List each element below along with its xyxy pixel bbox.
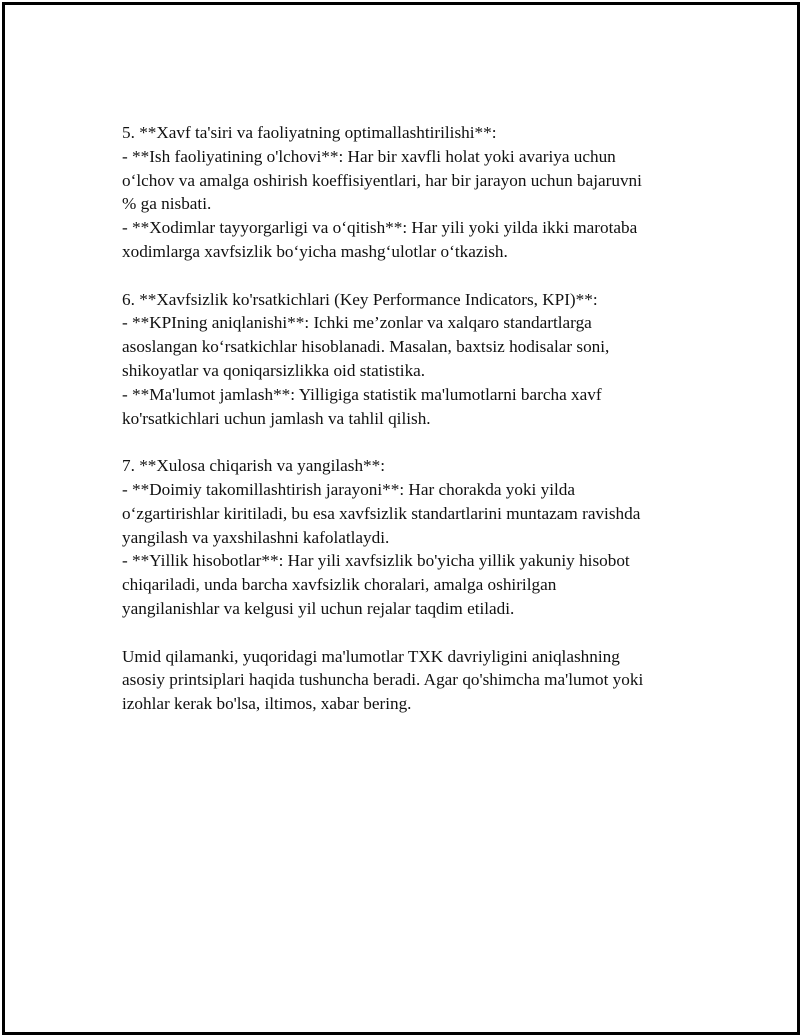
text-line: izohlar kerak bo'lsa, iltimos, xabar bering. [122,694,412,714]
page-frame [2,2,800,1035]
text-line: yangilanishlar va kelgusi yil uchun rejalar taqdim etiladi. [122,598,515,618]
bullet-line: - **Doimiy takomillashtirish jarayoni**: Har chorakda yoki yilda [122,479,575,499]
text-line: asoslangan ko‘rsatkichlar hisoblanadi. Masalan, baxtsiz hodisalar soni, [122,337,610,357]
text-line: shikoyatlar va qoniqarsizlikka oid statistika. [122,360,426,380]
text-line: ko'rsatkichlari uchun jamlash va tahlil qilish. [122,408,431,428]
text-line: xodimlarga xavfsizlik bo‘yicha mashg‘ulotlar o‘tkazish. [122,241,508,261]
section-5-risk-impact [122,121,692,264]
text-line: chiqariladi, unda barcha xavfsizlik choralari, amalga oshirilgan [122,575,557,595]
section-7-conclusion [122,454,692,621]
section-heading: 5. **Xavf ta'siri va faoliyatning optimallashtirilishi**: [122,123,497,142]
bullet-line: - **Yillik hisobotlar**: Har yili xavfsizlik bo'yicha yillik yakuniy hisobot [122,551,630,571]
section-heading: 6. **Xavfsizlik ko'rsatkichlari (Key Performance Indicators, KPI)**: [122,289,598,309]
text-line: Umid qilamanki, yuqoridagi ma'lumotlar TXK davriyligini aniqlashning [122,646,620,666]
text-line: % ga nisbati. [122,194,212,214]
section-heading: 7. **Xulosa chiqarish va yangilash**: [122,456,386,476]
text-line: yangilash va yaxshilashni kafolatlaydi. [122,527,390,547]
text-line: o‘zgartirishlar kiritiladi, bu esa xavfsizlik standartlarini muntazam ravishda [122,503,641,523]
document-body [122,121,692,740]
bullet-line: - **Xodimlar tayyorgarligi va o‘qitish**: Har yili yoki yilda ikki marotaba [122,218,638,238]
text-line: o‘lchov va amalga oshirish koeffisiyentlari, har bir jarayon uchun bajaruvni [122,170,642,190]
section-6-kpi [122,288,692,431]
bullet-line: - **Ma'lumot jamlash**: Yilligiga statistik ma'lumotlarni barcha xavf [122,384,602,404]
bullet-line: - **KPIning aniqlanishi**: Ichki me’zonlar va xalqaro standartlarga [122,313,592,333]
closing-paragraph [122,645,692,716]
text-line: asosiy printsiplari haqida tushuncha beradi. Agar qo'shimcha ma'lumot yoki [122,670,644,690]
bullet-line: - **Ish faoliyatining o'lchovi**: Har bir xavfli holat yoki avariya uchun [122,146,616,166]
